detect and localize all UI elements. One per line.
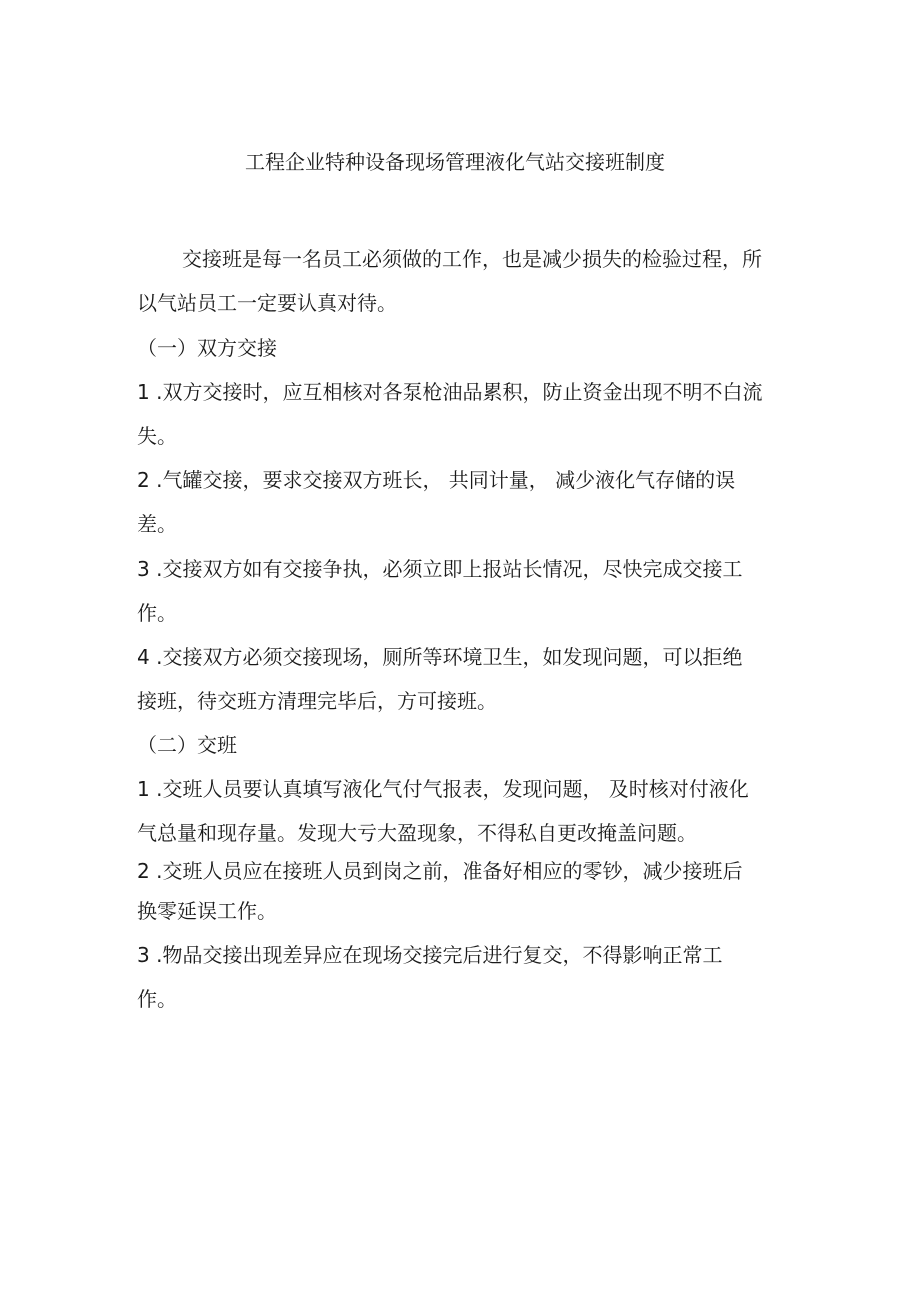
- section1-item2-line2: 差。: [137, 512, 177, 536]
- section1-item1-line2: 失。: [137, 424, 177, 448]
- section1-item3-line1: 3 .交接双方如有交接争执，必须立即上报站长情况，尽快完成交接工: [137, 557, 743, 581]
- section2-item3-line2: 作。: [137, 987, 177, 1011]
- document-title: 工程企业特种设备现场管理液化气站交接班制度: [245, 150, 665, 174]
- section1-item3-line2: 作。: [137, 601, 177, 625]
- section2-item2-line2: 换零延误工作。: [137, 899, 277, 923]
- section1-item2-line1: 2 .气罐交接，要求交接双方班长， 共同计量， 减少液化气存储的误: [137, 468, 736, 492]
- section1-item4-line2: 接班，待交班方清理完毕后，方可接班。: [137, 689, 497, 713]
- section1-item4-line1: 4 .交接双方必须交接现场，厕所等环境卫生，如发现问题，可以拒绝: [137, 645, 743, 669]
- section2-item1-line1: 1 .交班人员要认真填写液化气付气报表，发现问题， 及时核对付液化: [137, 777, 749, 801]
- section1-item1-line1: 1 .双方交接时，应互相核对各泵枪油品累积，防止资金出现不明不白流: [137, 380, 763, 404]
- section-heading-shift-handover: （二）交班: [137, 733, 237, 757]
- intro-line-1: 交接班是每一名员工必须做的工作，也是减少损失的检验过程，所: [182, 247, 762, 271]
- section-heading-handover-both-parties: （一）双方交接: [137, 336, 277, 360]
- intro-line-2: 以气站员工一定要认真对待。: [137, 291, 397, 315]
- section2-item2-line1: 2 .交班人员应在接班人员到岗之前，准备好相应的零钞，减少接班后: [137, 859, 743, 883]
- section2-item3-line1: 3 .物品交接出现差异应在现场交接完后进行复交，不得影响正常工: [137, 943, 723, 967]
- section2-item1-line2: 气总量和现存量。发现大亏大盈现象，不得私自更改掩盖问题。: [137, 821, 697, 845]
